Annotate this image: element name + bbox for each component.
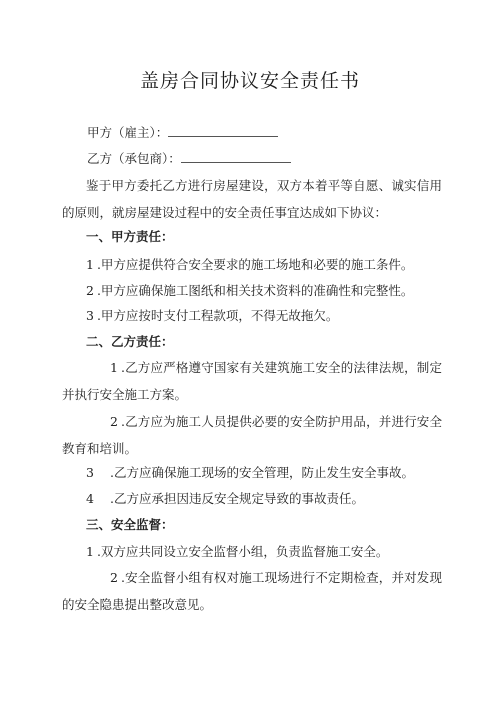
party-a-label: 甲方（雇主）： (87, 125, 169, 140)
item-text: .乙方应承担因违反安全规定导致的事故责任。 (110, 491, 364, 506)
party-b-label: 乙方（承包商）： (87, 151, 181, 166)
list-item (86, 258, 413, 272)
item-text: .乙方应为施工人员提供必要的安全防护用品，并进行安全教育和培训。 (62, 414, 442, 456)
list-item (86, 309, 338, 323)
intro-paragraph: 鉴于甲方委托乙方进行房屋建设，双方本着平等自愿、诚实信用的原则，就房屋建设过程中的安全责任事宜达成如下协议： (62, 178, 442, 220)
item-text: .甲方应确保施工图纸和相关技术资料的准确性和完整性。 (96, 283, 414, 298)
item-number: 2 (110, 570, 118, 585)
item-number: 1 (86, 257, 94, 272)
item-number: 3 (86, 465, 94, 480)
list-item (86, 466, 414, 480)
item-text: .双方应共同设立安全监督小组，负责监督施工安全。 (96, 544, 389, 559)
party-b-blank (181, 152, 291, 163)
item-number: 1 (110, 360, 118, 375)
list-item (62, 564, 442, 618)
party-a-line (87, 126, 278, 140)
item-text: .乙方应严格遵守国家有关建筑施工安全的法律法规，制定并执行安全施工方案。 (62, 360, 442, 402)
item-number: 3 (86, 308, 94, 323)
list-item (86, 284, 413, 298)
item-number: 4 (86, 491, 94, 506)
party-a-blank (168, 126, 278, 137)
item-number: 2 (110, 414, 118, 429)
item-text: .乙方应确保施工现场的安全管理，防止发生安全事故。 (110, 465, 414, 480)
list-item (86, 545, 388, 559)
document-title: 盖房合同协议安全责任书 (139, 70, 360, 92)
item-text: .安全监督小组有权对施工现场进行不定期检查，并对发现的安全隐患提出整改意见。 (62, 570, 442, 612)
item-number: 1 (86, 544, 94, 559)
party-b-line (87, 152, 291, 166)
section-heading-party-b: 二、乙方责任： (86, 334, 174, 349)
item-text: .甲方应按时支付工程款项，不得无故拖欠。 (96, 308, 339, 323)
section-heading-party-a: 一、甲方责任： (86, 229, 174, 244)
item-text: .甲方应提供符合安全要求的施工场地和必要的施工条件。 (96, 257, 414, 272)
list-item (86, 492, 364, 506)
section-heading-supervision: 三、安全监督： (86, 517, 174, 532)
list-item (62, 408, 442, 462)
list-item (62, 354, 442, 408)
item-number: 2 (86, 283, 94, 298)
